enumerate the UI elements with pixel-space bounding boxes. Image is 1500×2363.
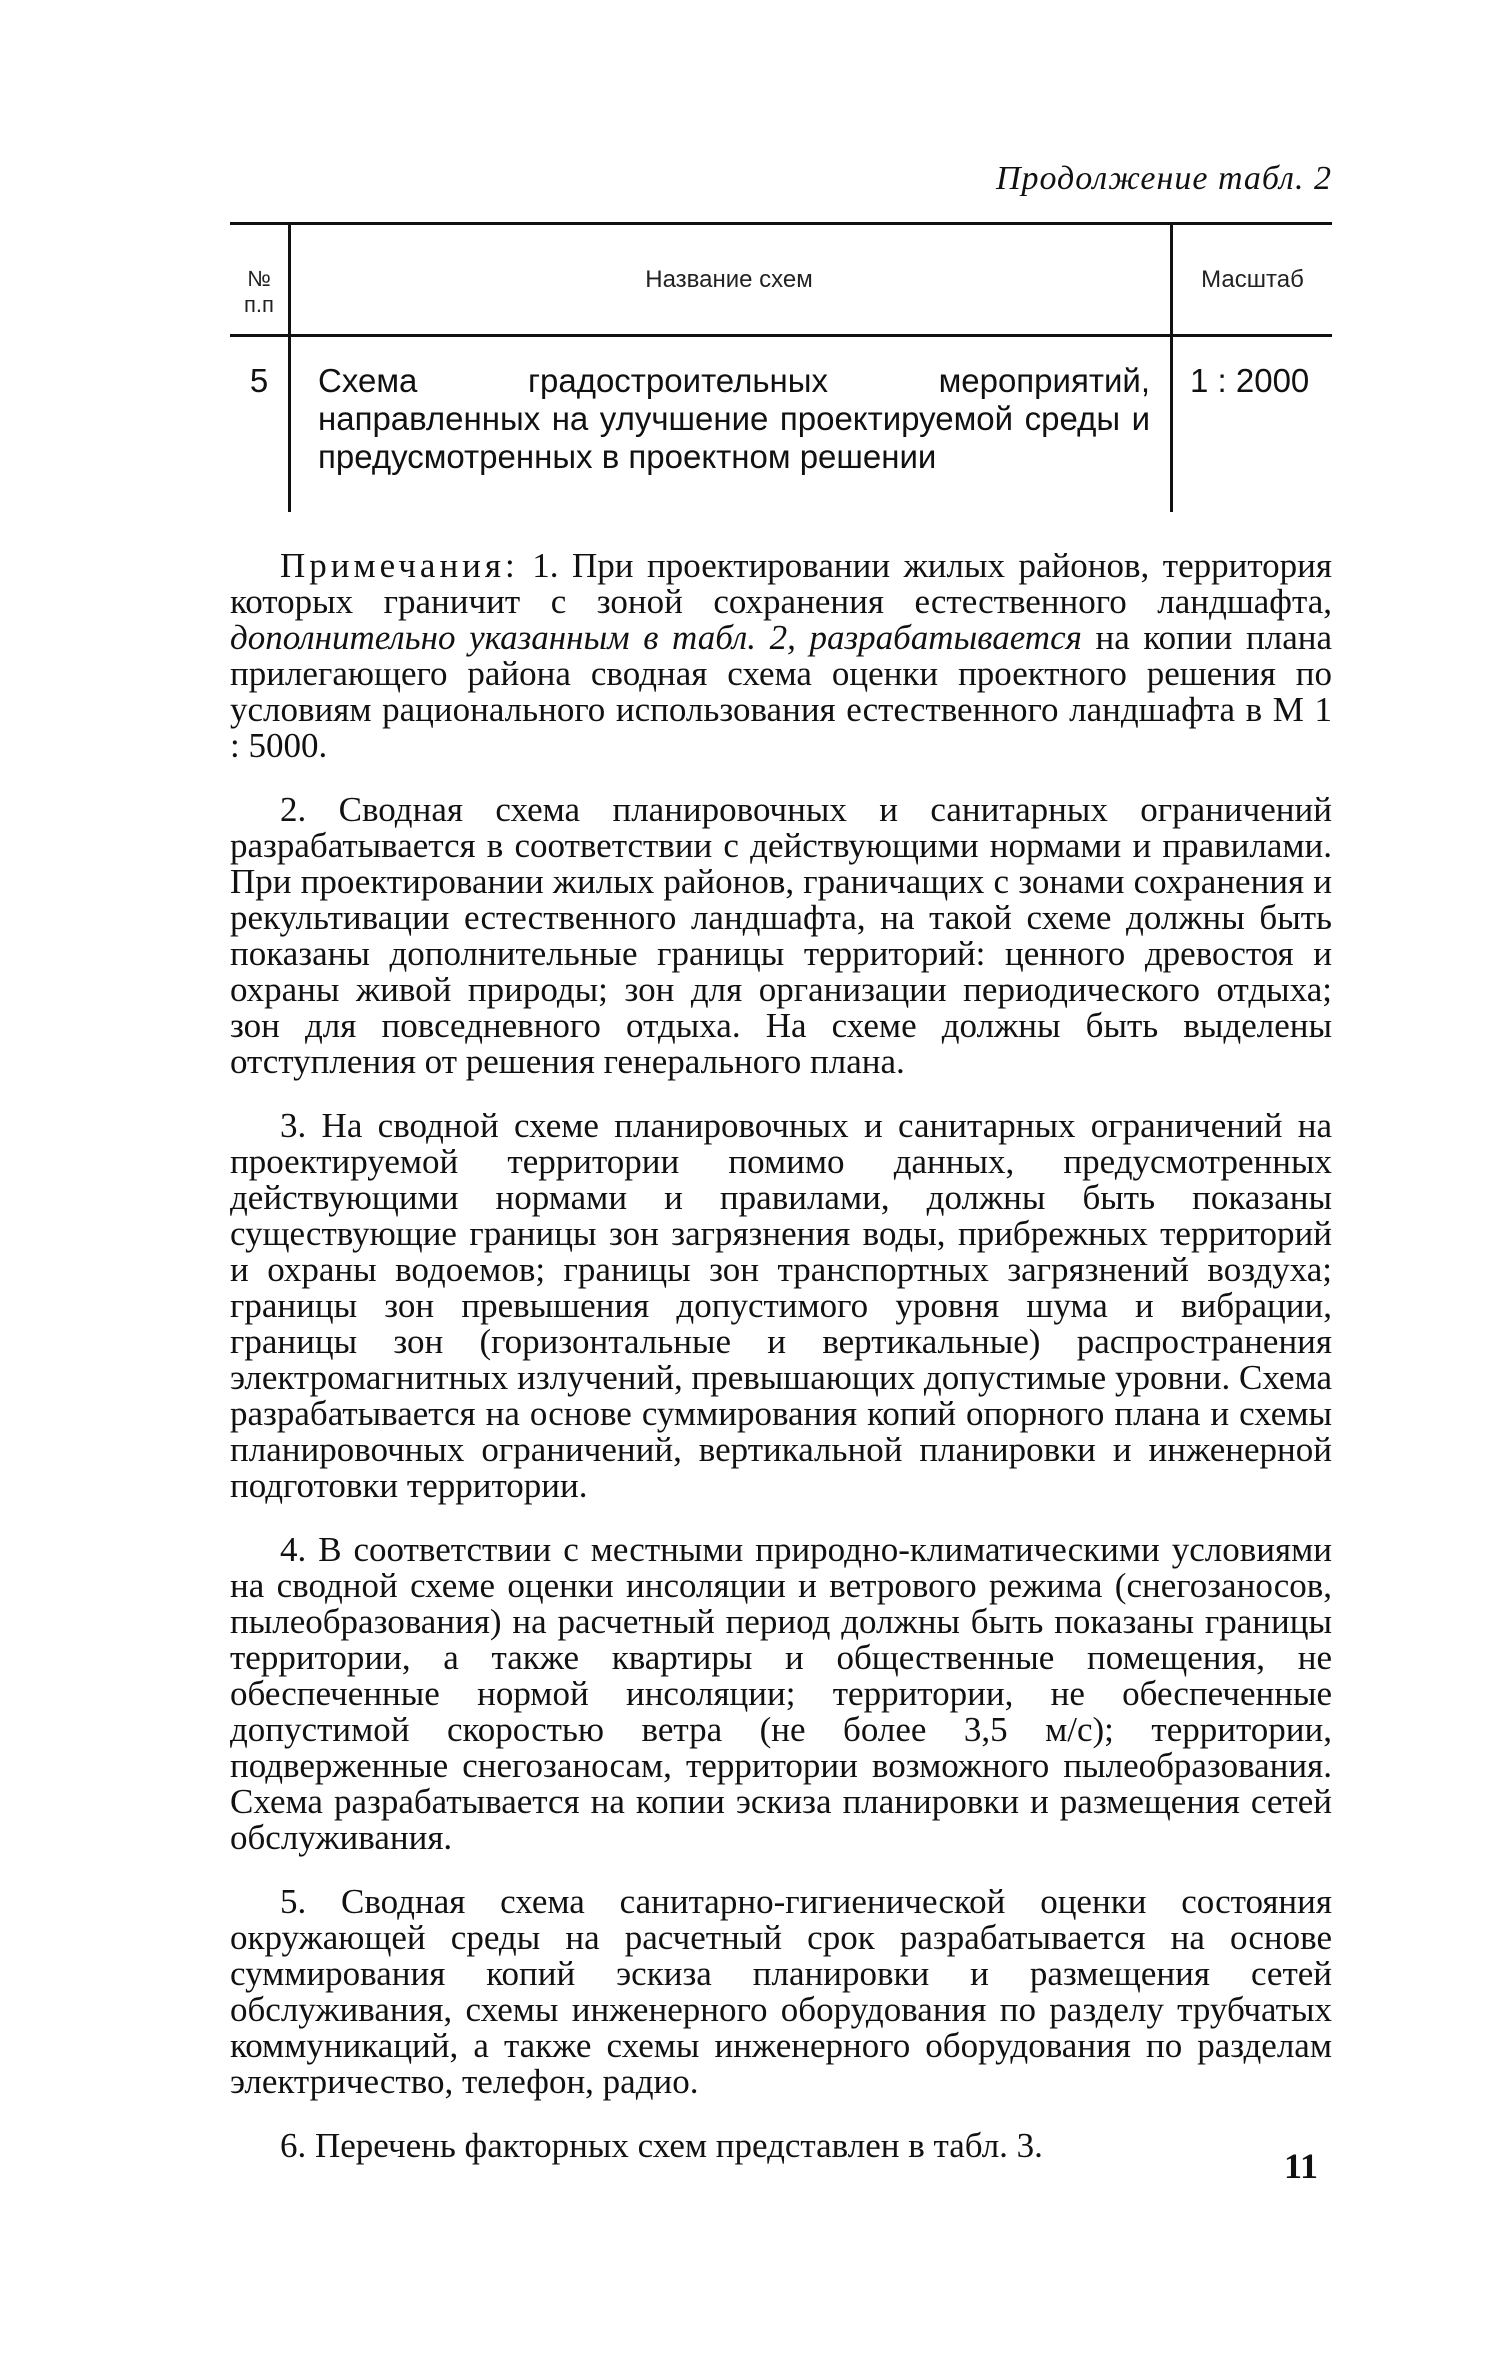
note-1-text-start: 1. При проектировании жилых районов, территория которых граничит с зоной сохранения естественного ландшафта,: [230, 546, 1333, 621]
note-1-text-end: на копии плана прилегающего района сводная схема оценки проектного решения по условиям рационального использования естественного ландшафта в М 1 : 5000.: [230, 618, 1332, 765]
note-1-italic-text: дополнительно указанным в табл. 2, разрабатывается: [230, 618, 1082, 657]
table-cell-number: 5: [249, 362, 269, 399]
column-header-name: Название схем: [645, 266, 813, 293]
column-header-scale: Масштаб: [1201, 266, 1304, 293]
notes-label: Примечания:: [280, 546, 519, 585]
note-paragraph-4: 4. В соответствии с местными природно-климатическими условиями на сводной схеме оценки инсоляции и ветрового режима (снегозаносов, пылеобразования) на расчетный период должны быть показаны границы территории, а также квартиры и общественные помещения, не обеспеченные нормой инсоляции; территории, не обеспеченные допустимой скоростью ветра (не более 3,5 м/с); территории, подверженные снегозаносам, территории возможного пылеобразования. Схема разрабатывается на копии эскиза планировки и размещения сетей обслуживания.: [230, 1530, 1332, 1857]
note-paragraph-5: 5. Сводная схема санитарно-гигиенической оценки состояния окружающей среды на расчетный срок разрабатывается на основе суммирования копий эскиза планировки и размещения сетей обслуживания, схемы инженерного оборудования по разделу трубчатых коммуникаций, а также схемы инженерного оборудования по разделам электричество, телефон, радио.: [230, 1882, 1332, 2101]
page-number: 11: [1283, 2146, 1318, 2186]
note-paragraph-3: 3. На сводной схеме планировочных и санитарных ограничений на проектируемой территории помимо данных, предусмотренных действующими нормами и правилами, должны быть показаны существующие границы зон загрязнения воды, прибрежных территорий и охраны водоемов; границы зон транспортных загрязнений воздуха; границы зон превышения допустимого уровня шума и вибрации, границы зон (горизонтальные и вертикальные) распространения электромагнитных излучений, превышающих допустимые уровни. Схема разрабатывается на основе суммирования копий опорного плана и схемы планировочных ограничений, вертикальной планировки и инженерной подготовки территории.: [230, 1106, 1332, 1505]
table-continuation-caption: Продолжение табл. 2: [995, 160, 1332, 197]
schemes-table: [230, 222, 1332, 512]
table-cell-scale: 1 : 2000: [1190, 362, 1310, 399]
table-header-rule: [230, 334, 1332, 337]
note-paragraph-1: [230, 548, 1332, 764]
notes-section: [230, 548, 1332, 2192]
table-top-rule: [230, 222, 1332, 225]
column-header-number: № п.п: [244, 266, 274, 317]
note-paragraph-6: 6. Перечень факторных схем представлен в табл. 3.: [280, 2126, 1043, 2165]
table-cell-name: Схема градостроительных мероприятий, направленных на улучшение проектируемой среды и предусмотренных в проектном решении: [318, 362, 1150, 475]
note-paragraph-2: 2. Сводная схема планировочных и санитарных ограничений разрабатывается в соответствии с действующими нормами и правилами. При проектировании жилых районов, граничащих с зонами сохранения и рекультивации естественного ландшафта, на такой схеме должны быть показаны дополнительные границы территорий: ценного древостоя и охраны живой природы; зон для организации периодического отдыха; зон для повседневного отдыха. На схеме должны быть выделены отступления от решения генерального плана.: [230, 790, 1332, 1081]
